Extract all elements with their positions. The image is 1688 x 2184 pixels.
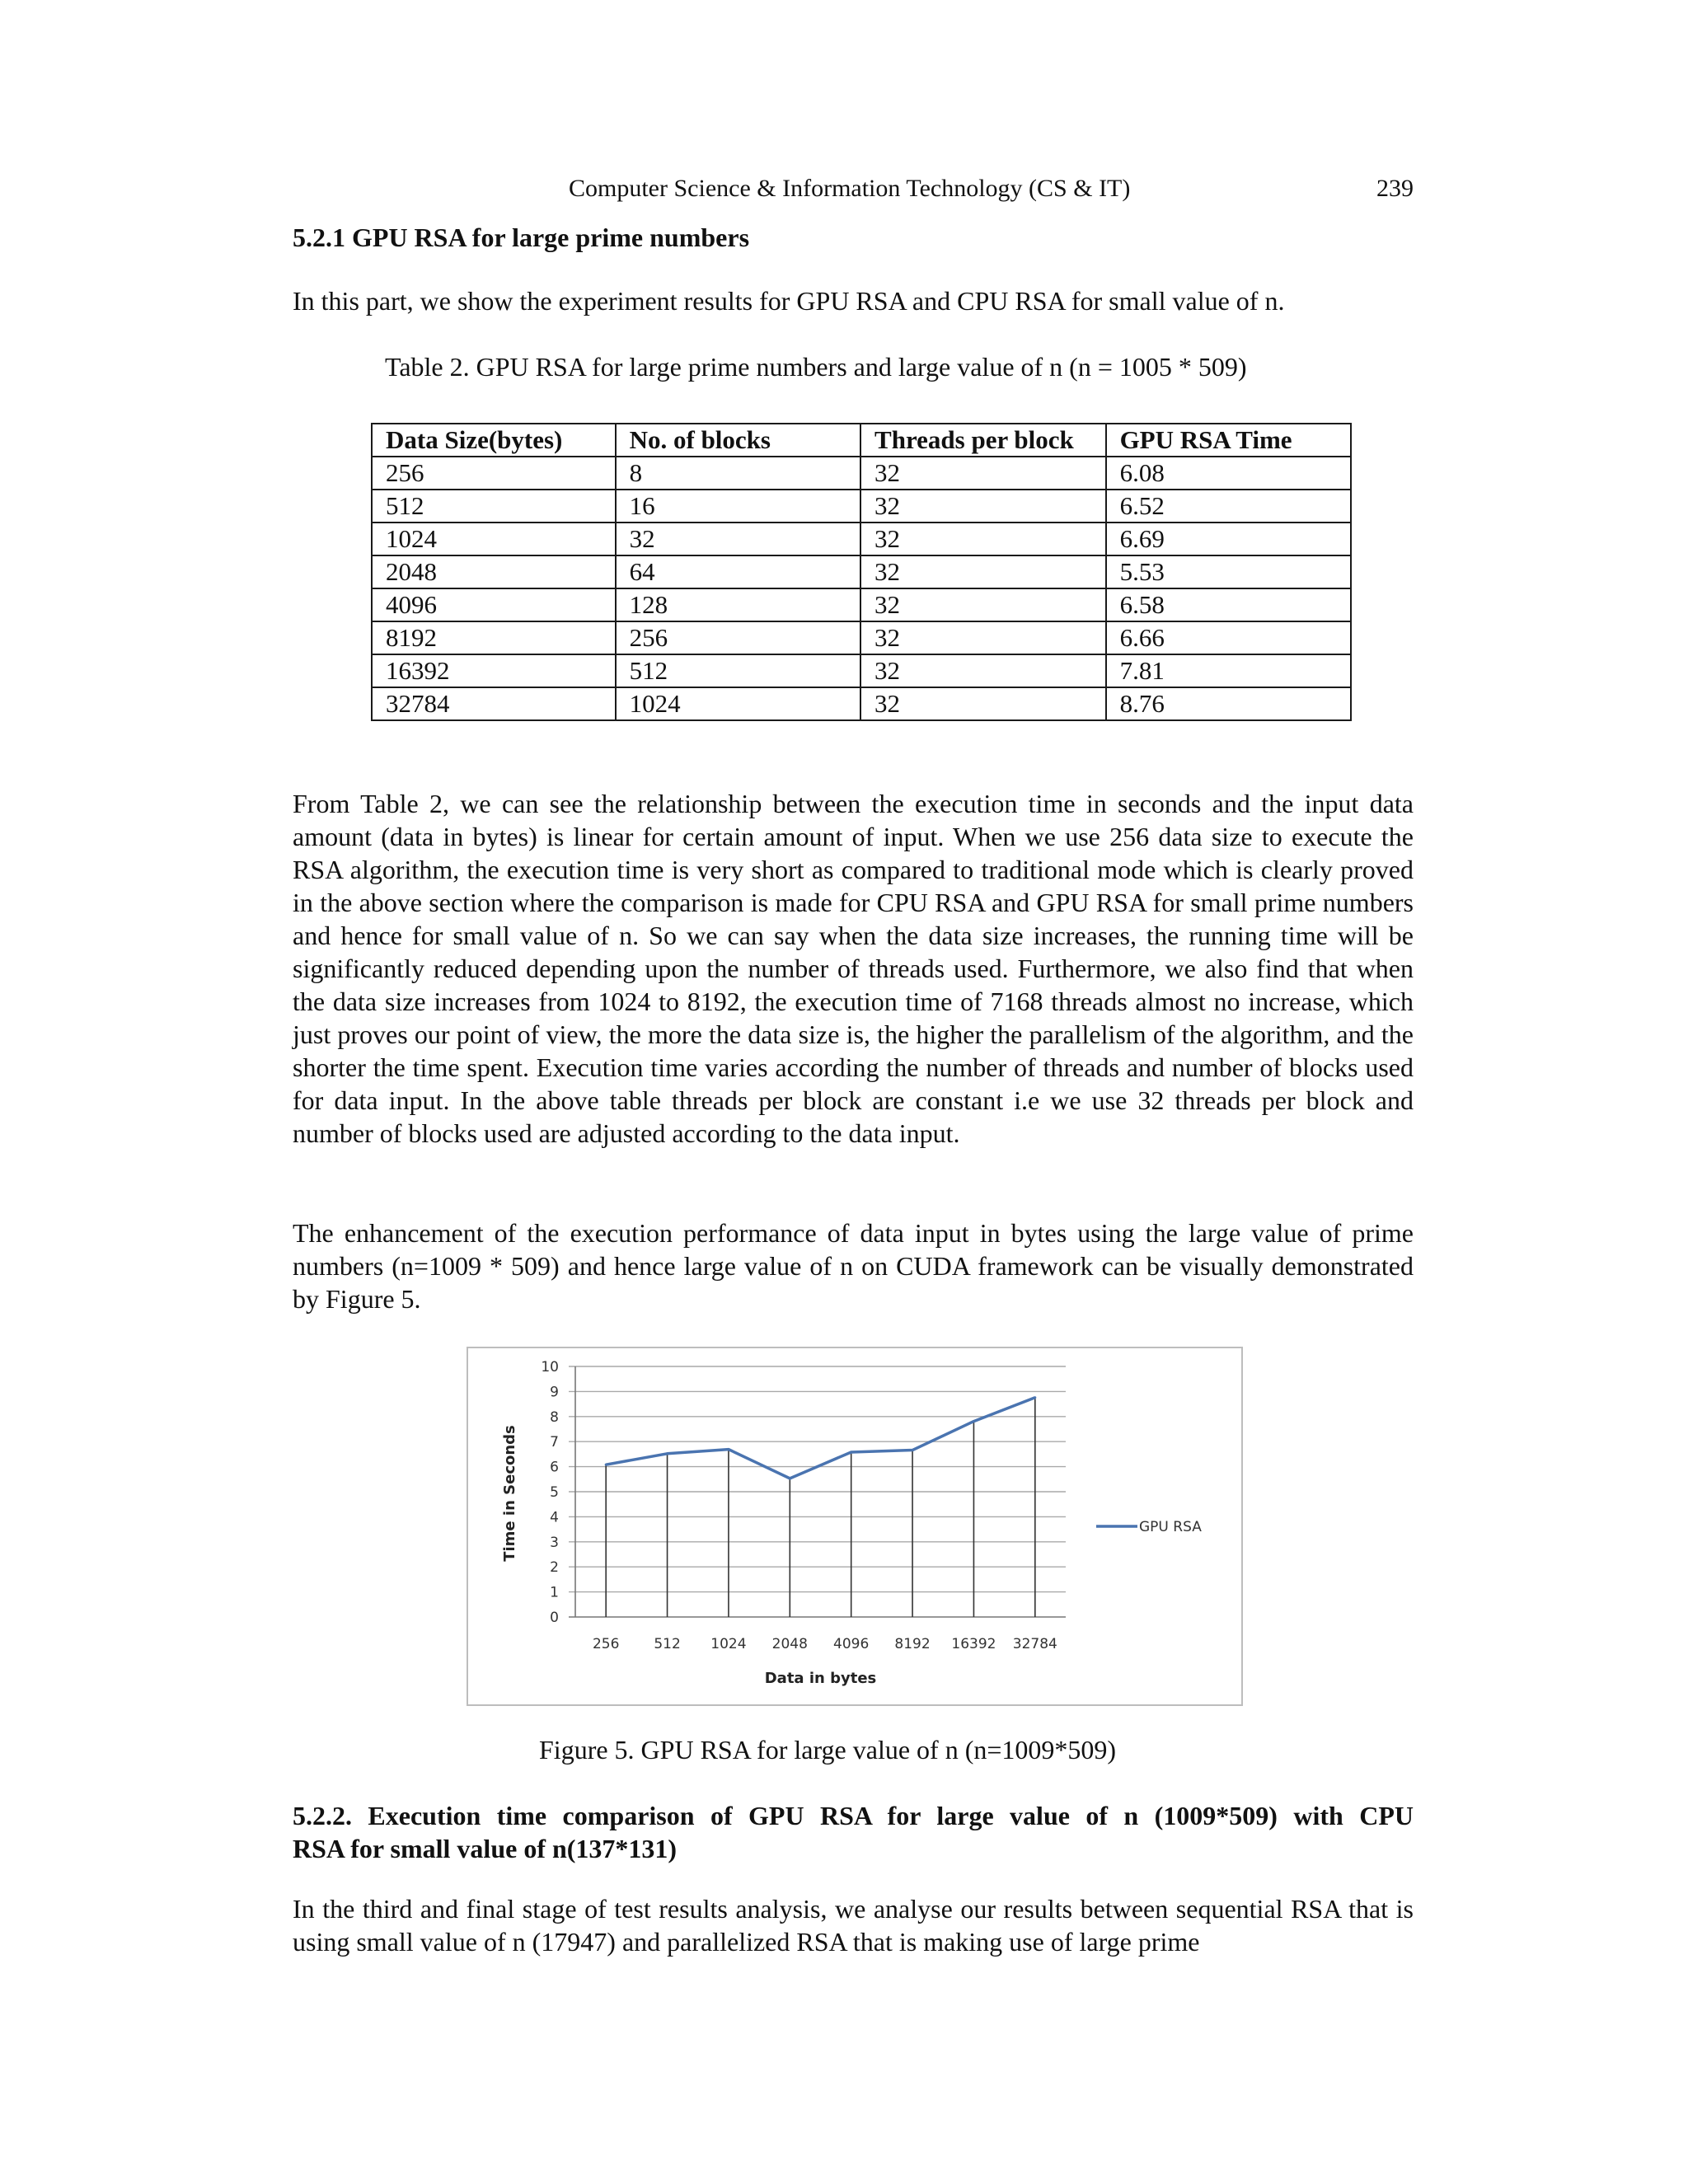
table-cell: 6.66 xyxy=(1106,621,1351,654)
table-cell: 6.52 xyxy=(1106,490,1351,523)
table-cell: 6.58 xyxy=(1106,588,1351,621)
section-heading-line: RSA for small value of n(137*131) xyxy=(293,1834,678,1863)
table-header-cell: Data Size(bytes) xyxy=(372,424,616,457)
table-cell: 8192 xyxy=(372,621,616,654)
table-cell: 32784 xyxy=(372,687,616,720)
table-cell: 64 xyxy=(616,555,860,588)
data-point xyxy=(605,1464,607,1466)
x-tick-label: 1024 xyxy=(710,1636,747,1652)
table-cell: 512 xyxy=(616,654,860,687)
y-tick-label: 9 xyxy=(550,1384,559,1401)
table-cell: 32 xyxy=(860,555,1106,588)
y-tick-label: 8 xyxy=(550,1408,559,1426)
x-tick-label: 16392 xyxy=(951,1636,996,1652)
y-tick-label: 7 xyxy=(550,1434,559,1451)
section-522-paragraph: In the third and final stage of test results analysis, we analyse our results between sequential RSA that is using small value of n (17947) and parallelized RSA that is making use of large prime xyxy=(293,1894,1414,1957)
x-tick-label: 2048 xyxy=(771,1636,808,1652)
y-tick-label: 0 xyxy=(550,1610,559,1626)
gpu-rsa-table xyxy=(371,423,1352,721)
figure-5-chart xyxy=(467,1347,1243,1706)
x-axis-title: Data in bytes xyxy=(764,1670,877,1687)
table-header-cell: Threads per block xyxy=(860,424,1106,457)
table-cell: 6.69 xyxy=(1106,523,1351,555)
x-tick-label: 512 xyxy=(654,1636,681,1652)
y-tick-label: 2 xyxy=(550,1559,559,1577)
table-cell: 32 xyxy=(860,523,1106,555)
journal-title: Computer Science & Information Technology (CS & IT) xyxy=(569,175,1131,202)
chart-canvas xyxy=(468,1348,1241,1704)
table-cell: 8.76 xyxy=(1106,687,1351,720)
table-cell: 4096 xyxy=(372,588,616,621)
table-cell: 512 xyxy=(372,490,616,523)
x-tick-label: 256 xyxy=(592,1636,620,1652)
table-cell: 1024 xyxy=(616,687,860,720)
legend-label: GPU RSA xyxy=(1139,1519,1202,1535)
y-tick-label: 10 xyxy=(541,1359,559,1376)
table-header-row xyxy=(372,424,1351,457)
table-row xyxy=(372,621,1351,654)
table-cell: 32 xyxy=(860,490,1106,523)
y-axis-title: Time in Seconds xyxy=(501,1425,518,1562)
table-cell: 32 xyxy=(860,654,1106,687)
table-cell: 7.81 xyxy=(1106,654,1351,687)
table-row xyxy=(372,457,1351,490)
table-cell: 32 xyxy=(860,687,1106,720)
table-cell: 1024 xyxy=(372,523,616,555)
data-point xyxy=(789,1477,791,1479)
table-cell: 32 xyxy=(860,588,1106,621)
data-point xyxy=(912,1449,914,1451)
y-tick-label: 3 xyxy=(550,1534,559,1551)
page-number: 239 xyxy=(1376,175,1414,202)
table-header-cell: No. of blocks xyxy=(616,424,860,457)
table-cell: 256 xyxy=(372,457,616,490)
y-tick-label: 6 xyxy=(550,1459,559,1476)
data-point xyxy=(1034,1396,1036,1399)
table-header-cell: GPU RSA Time xyxy=(1106,424,1351,457)
table-cell: 256 xyxy=(616,621,860,654)
data-point xyxy=(973,1420,975,1422)
table-cell: 2048 xyxy=(372,555,616,588)
table-row xyxy=(372,523,1351,555)
table-row xyxy=(372,687,1351,720)
table-cell: 16392 xyxy=(372,654,616,687)
table-row xyxy=(372,654,1351,687)
y-tick-label: 5 xyxy=(550,1484,559,1501)
figure-caption: Figure 5. GPU RSA for large value of n (n=1009*509) xyxy=(539,1735,1117,1765)
table-cell: 128 xyxy=(616,588,860,621)
x-tick-label: 32784 xyxy=(1012,1636,1057,1652)
analysis-paragraph: From Table 2, we can see the relationship between the execution time in seconds and the input data amount (data in bytes) is linear for certain amount of input. When we use 256 data size to execute the RSA algorithm, the execution time is very short as compared to traditional mode which is clearly proved in the above section where the comparison is made for CPU RSA and GPU RSA for small prime numbers and hence for small value of n. So we can say when the data size increases, the running time will be significantly reduced depending upon the number of threads used. Furthermore, we also find that when the data size increases from 1024 to 8192, the execution time of 7168 threads almost no increase, which just proves our point of view, the more the data size is, the higher the parallelism of the algorithm, and the shorter the time spent. Execution time varies according the number of threads and number of blocks used for data input. In the above table threads per block are constant i.e we use 32 threads per block and number of blocks used are adjusted according to the data input. xyxy=(293,789,1414,1148)
x-tick-label: 8192 xyxy=(894,1636,931,1652)
table-cell: 16 xyxy=(616,490,860,523)
table-cell: 8 xyxy=(616,457,860,490)
table-row xyxy=(372,588,1351,621)
section-intro-paragraph: In this part, we show the experiment results for GPU RSA and CPU RSA for small value of n. xyxy=(293,286,1285,316)
table-row xyxy=(372,490,1351,523)
data-point xyxy=(666,1452,668,1455)
x-tick-label: 4096 xyxy=(833,1636,870,1652)
section-heading-5-2-2 xyxy=(293,1799,1414,1865)
section-heading-5-2-1: 5.2.1 GPU RSA for large prime numbers xyxy=(293,223,750,252)
running-header xyxy=(293,175,1414,208)
table-cell: 32 xyxy=(616,523,860,555)
y-tick-label: 1 xyxy=(550,1584,559,1601)
figure-intro-paragraph: The enhancement of the execution performance of data input in bytes using the large value of prime numbers (n=1009 * 509) and hence large value of n on CUDA framework can be visually demonstrated by Figure 5. xyxy=(293,1218,1414,1314)
data-point xyxy=(727,1448,729,1451)
data-point xyxy=(850,1451,852,1453)
table-cell: 5.53 xyxy=(1106,555,1351,588)
section-heading-line: 5.2.2. Execution time comparison of GPU RSA for large value of n (1009*509) with CPU xyxy=(293,1801,1414,1830)
y-tick-label: 4 xyxy=(550,1509,559,1526)
table-cell: 32 xyxy=(860,457,1106,490)
table-cell: 32 xyxy=(860,621,1106,654)
table-cell: 6.08 xyxy=(1106,457,1351,490)
table-row xyxy=(372,555,1351,588)
table-caption: Table 2. GPU RSA for large prime numbers and large value of n (n = 1005 * 509) xyxy=(385,352,1247,382)
